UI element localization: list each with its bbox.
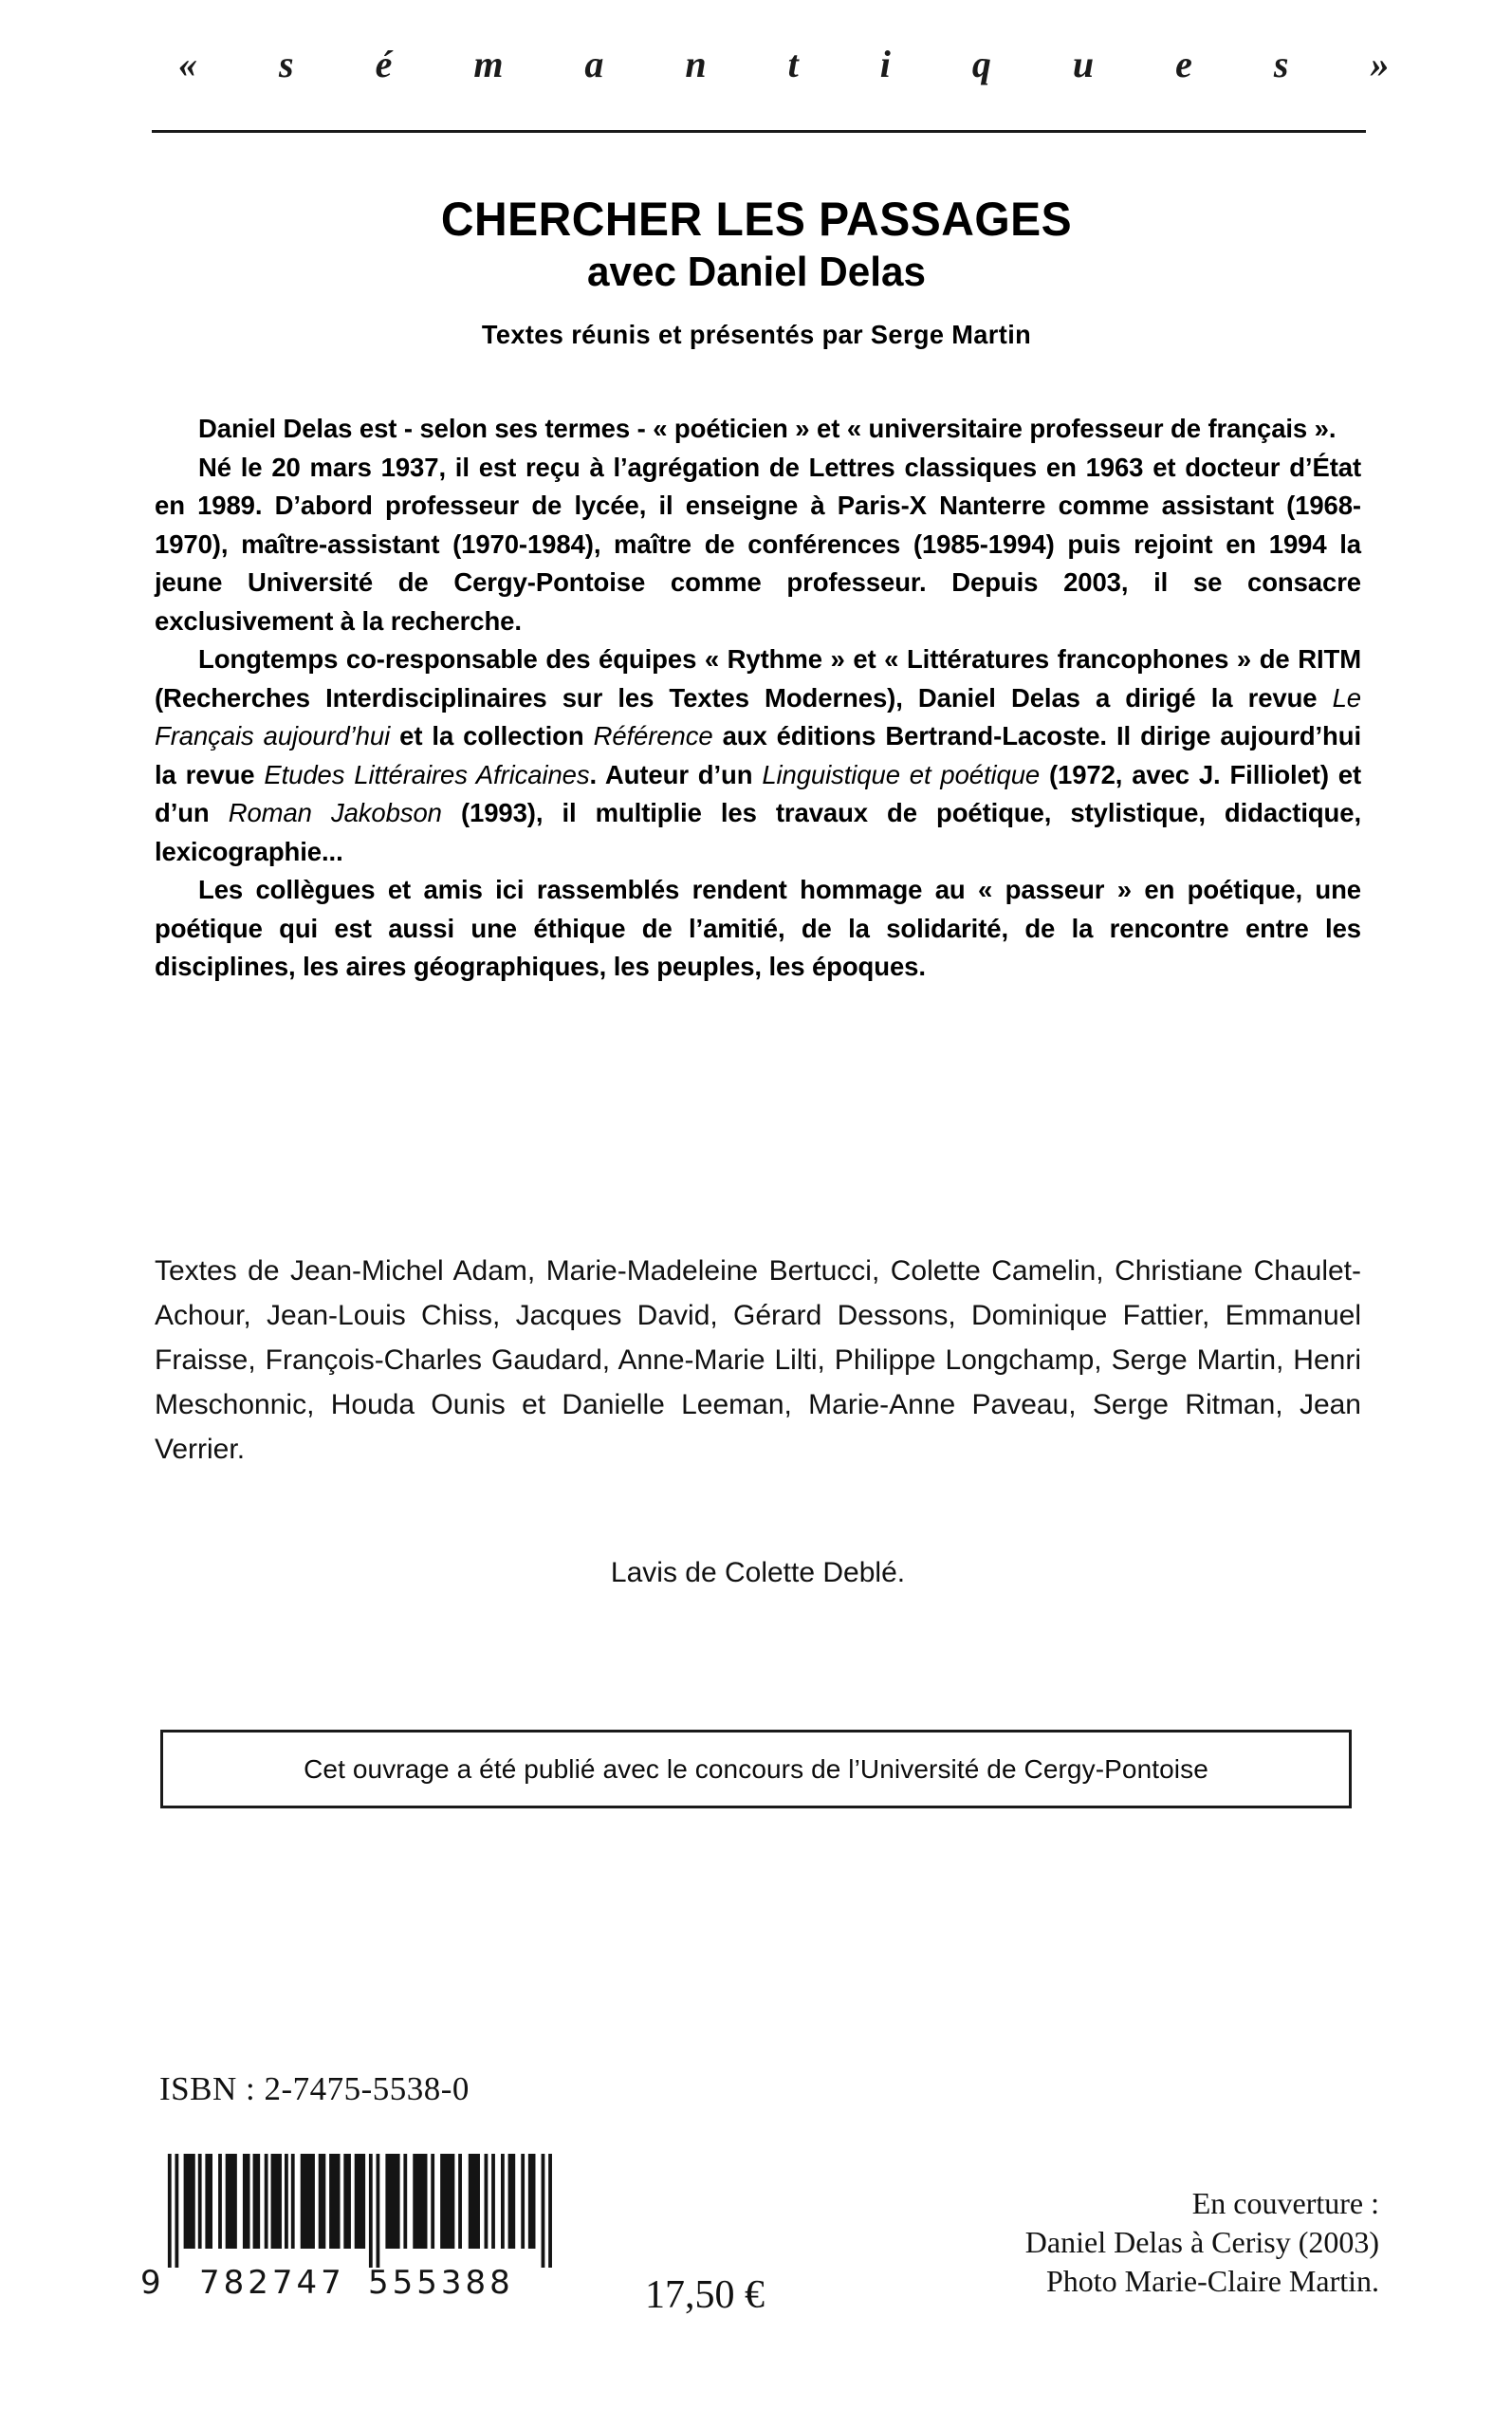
barcode-digits-right: 555388 [368,2264,514,2302]
book-subtitle: avec Daniel Delas [587,249,926,295]
barcode-digit-left: 9 [140,2264,165,2302]
illustration-credit: Lavis de Colette Deblé. [610,1557,906,1588]
sponsor-text: Cet ouvrage a été publié avec le concours de l’Université de Cergy-Pontoise [304,1753,1208,1784]
journal-title-le-francais-aujourdhui: Le Français aujourd’hui [155,682,1361,750]
sponsor-box [160,1730,1352,1808]
cover-credit-line-3: Photo Marie-Claire Martin. [1045,2264,1379,2298]
blurb-p3-text-f: (1993), il multiplie les travaux de poétique, stylistique, didactique, lexicographie... [155,798,1361,866]
blurb-section [155,410,1361,987]
book-editor-line: Textes réunis et présentés par Serge Martin [481,320,1032,350]
blurb-p3-text-a: Longtemps co-responsable des équipes « Rythme » et « Littératures francophones » de RITM (Recherches Interdisciplinaires sur les Textes Modernes), Daniel Delas a dirigé la revue [155,644,1361,713]
blurb-paragraph-4 [155,871,1361,987]
barcode-digits [140,2264,548,2309]
blurb-p3-text-e: (1972, avec J. Filliolet) et d’un [155,759,1362,827]
blurb-p3-text-d: . Auteur d’un [589,759,763,789]
blurb-p1-text: Daniel Delas est - selon ses termes - « poéticien » et « universitaire professeur de français ». [198,414,1337,443]
cover-credit-line-2: Daniel Delas à Cerisy (2003) [1024,2225,1379,2259]
collection-title-reference: Référence [593,721,713,750]
cover-photo-credit [933,2184,1379,2301]
blurb-paragraph-2 [155,449,1361,641]
contributors-text: Textes de Jean-Michel Adam, Marie-Madeleine Bertucci, Colette Camelin, Christiane Chaulet-Achour, Jean-Louis Chiss, Jacques David, Gérard Dessons, Dominique Fattier, Emmanuel Fraisse, François-Charles Gaudard, Anne-Marie Lilti, Philippe Longchamp, Serge Martin, Henri Meschonnic, Houda Ounis et Danielle Leeman, Marie-Anne Paveau, Serge Ritman, Jean Verrier. [155,1255,1361,1465]
blurb-p4-text: Les collègues et amis ici rassemblés rendent hommage au « passeur » en poétique, une poétique qui est aussi une éthique de l’amitié, de la solidarité, de la rencontre entre les disciplines, les aires géographiques, les peuples, les époques. [155,875,1361,981]
series-header: « s é m a n t i q u e s » [178,43,1426,85]
blurb-p2-text: Né le 20 mars 1937, il est reçu à l’agrégation de Lettres classiques en 1963 et docteur d’État en 1989. D’abord professeur de lycée, il enseigne à Paris-X Nanterre comme assistant (1968-1970), maître-assistant (1970-1984), maître de conférences (1985-1994) puis rejoint en 1994 la jeune Université de Cergy-Pontoise comme professeur. Depuis 2003, il se consacre exclusivement à la recherche. [155,452,1361,636]
barcode [140,2154,558,2309]
cover-credit-line-1: En couverture : [1191,2186,1379,2220]
series-header-rule [152,130,1366,133]
blurb-p3-text-b: et la collection [390,721,594,750]
blurb-paragraph-1 [155,410,1361,449]
isbn-text: ISBN : 2-7475-5538-0 [159,2070,470,2107]
price-text: 17,50 € [645,2273,765,2317]
barcode-bars [140,2154,451,2268]
blurb-paragraph-3 [155,640,1361,871]
contributors-section [155,1249,1361,1472]
journal-title-etudes-litteraires-africaines: Etudes Littéraires Africaines [264,759,590,789]
blurb-p3-text-c: aux éditions Bertrand-Lacoste. Il dirige aujourd’hui la revue [155,721,1361,789]
page-title: CHERCHER LES PASSAGES [440,193,1073,246]
book-title-linguistique-et-poetique: Linguistique et poétique [762,759,1041,789]
title-block [142,195,1371,350]
barcode-digits-mid: 782747 [199,2264,345,2302]
book-title-roman-jakobson: Roman Jakobson [228,798,442,827]
